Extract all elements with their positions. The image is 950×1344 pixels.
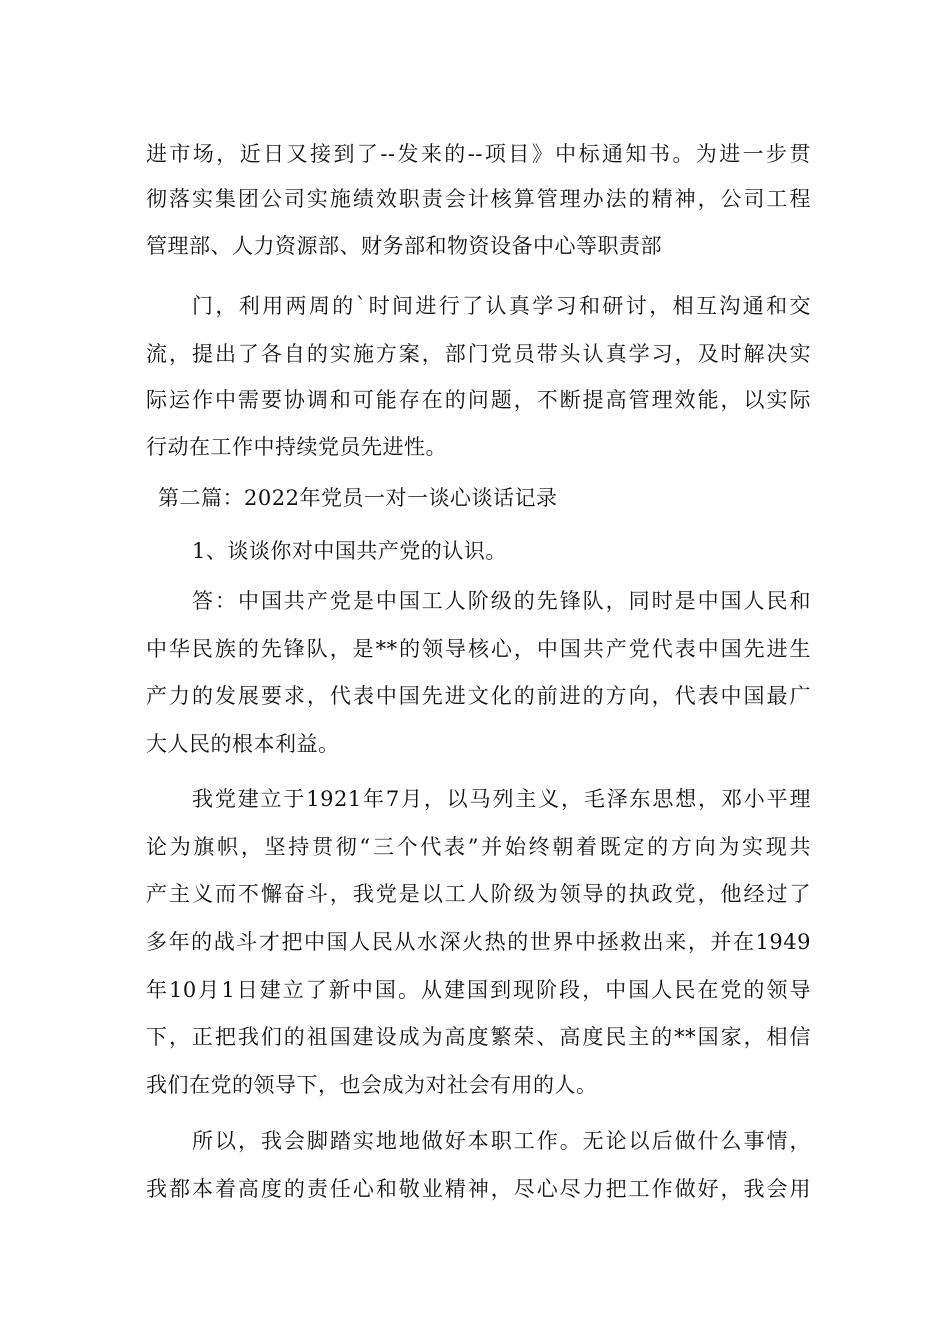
- paragraph-5-line-1: 我党建立于1921年7月，以马列主义，毛泽东思想，邓小平理: [192, 787, 811, 811]
- section-heading: 第二篇：2022年党员一对一谈心谈话记录: [158, 486, 558, 510]
- paragraph-5-line-7: 我们在党的领导下，也会成为对社会有用的人。: [146, 1073, 598, 1097]
- paragraph-6-line-1: 所以，我会脚踏实地地做好本职工作。无论以后做什么事情，: [192, 1129, 811, 1153]
- paragraph-1-line-2: 彻落实集团公司实施绩效职责会计核算管理办法的精神，公司工程: [146, 187, 811, 211]
- paragraph-6-line-2: 我都本着高度的责任心和敬业精神，尽心尽力把工作做好，我会用: [146, 1177, 811, 1201]
- paragraph-5-line-3: 产主义而不懈奋斗，我党是以工人阶级为领导的执政党，他经过了: [146, 882, 811, 906]
- paragraph-5-line-6: 下，正把我们的祖国建设成为高度繁荣、高度民主的**国家，相信: [146, 1025, 811, 1049]
- paragraph-2-line-2: 流，提出了各自的实施方案，部门党员带头认真学习，及时解决实: [146, 342, 811, 366]
- answer-line-1: 答：中国共产党是中国工人阶级的先锋队，同时是中国人民和: [192, 589, 811, 613]
- paragraph-2-line-1: 门，利用两周的`时间进行了认真学习和研讨，相互沟通和交: [192, 294, 811, 318]
- paragraph-5-line-5: 年10月1日建立了新中国。从建国到现阶段，中国人民在党的领导: [146, 978, 811, 1002]
- paragraph-5-line-2: 论为旗帜，坚持贯彻“三个代表”并始终朝着既定的方向为实现共: [146, 835, 811, 859]
- answer-line-3: 产力的发展要求，代表中国先进文化的前进的方向，代表中国最广: [146, 684, 811, 708]
- paragraph-2-line-4: 行动在工作中持续党员先进性。: [146, 435, 447, 459]
- answer-line-4: 大人民的根本利益。: [146, 732, 340, 756]
- question-1: 1、谈谈你对中国共产党的认识。: [192, 539, 507, 563]
- paragraph-1-line-3: 管理部、人力资源部、财务部和物资设备中心等职责部: [146, 234, 662, 258]
- paragraph-2-line-3: 际运作中需要协调和可能存在的问题，不断提高管理效能，以实际: [146, 388, 811, 412]
- answer-line-2: 中华民族的先锋队，是**的领导核心，中国共产党代表中国先进生: [146, 637, 811, 661]
- paragraph-1-line-1: 进市场，近日又接到了--发来的--项目》中标通知书。为进一步贯: [146, 142, 811, 166]
- paragraph-5-line-4: 多年的战斗才把中国人民从水深火热的世界中拯救出来，并在1949: [146, 930, 811, 954]
